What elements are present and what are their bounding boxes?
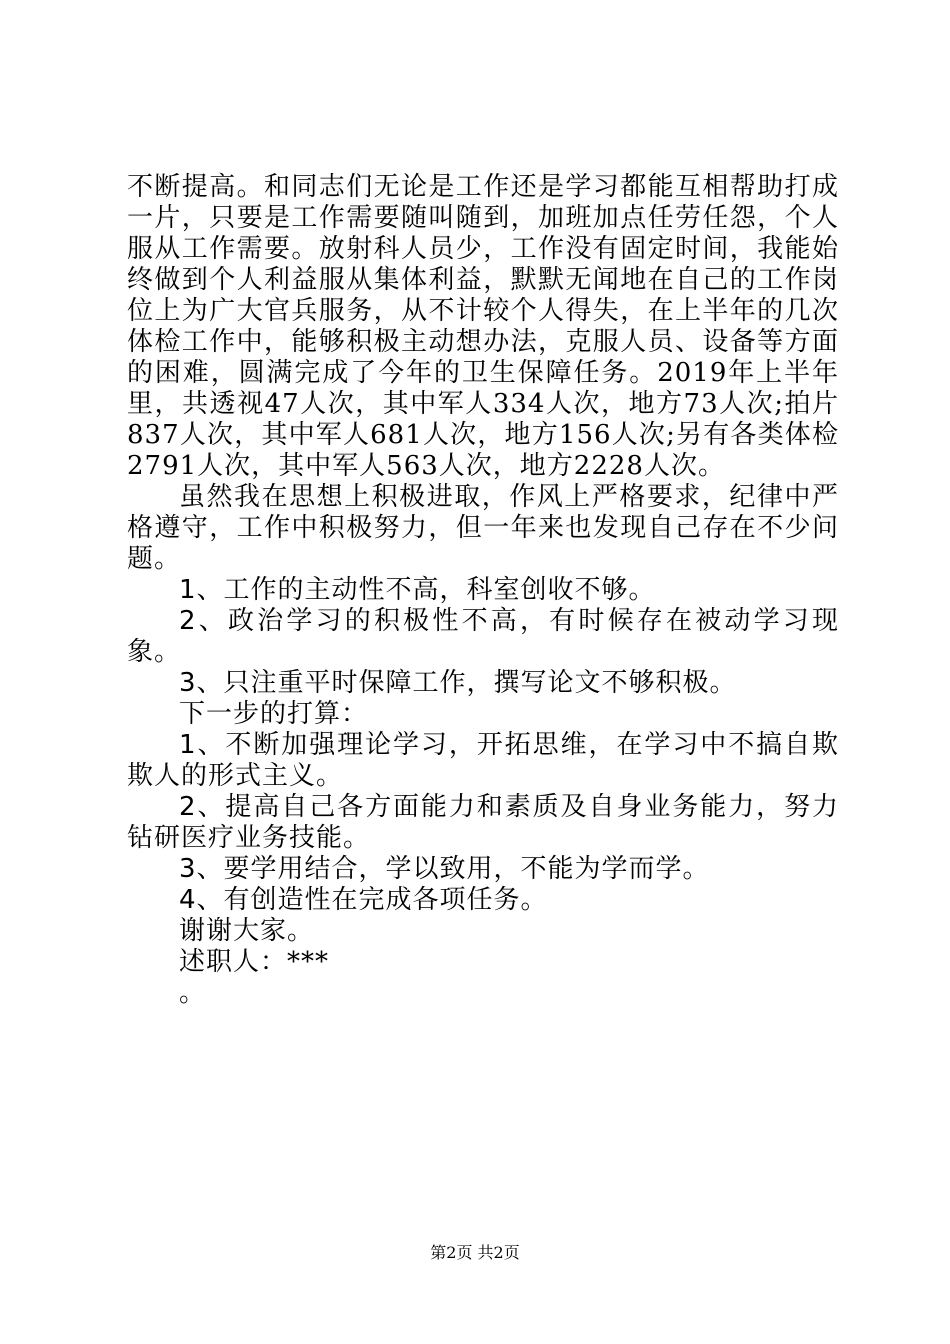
plan-item-1: 1、不断加强理论学习，开拓思维，在学习中不搞自欺欺人的形式主义。 [127, 730, 839, 791]
paragraph-work-summary: 不断提高。和同志们无论是工作还是学习都能互相帮助打成一片，只要是工作需要随叫随到，加班加点任劳任怨，个人服从工作需要。放射科人员少，工作没有固定时间，我能始终做到个人利益服从集体利益，默默无闻地在自己的工作岗位上为广大官兵服务，从不计较个人得失，在上半年的几次体检工作中，能够积极主动想办法，克服人员、设备等方面的困难，圆满完成了今年的卫生保障任务。2019年上半年里，共透视47人次，其中军人334人次，地方73人次;拍片837人次，其中军人681人次，地方156人次;另有各类体检2791人次，其中军人563人次，地方2228人次。 [127, 172, 839, 481]
plan-item-4: 4、有创造性在完成各项任务。 [179, 885, 548, 915]
document-body [127, 172, 839, 1009]
plan-heading: 下一步的打算： [179, 699, 369, 729]
trailing-mark: 。 [179, 978, 207, 1008]
plan-item-2: 2、提高自己各方面能力和素质及自身业务能力，努力钻研医疗业务技能。 [127, 792, 839, 853]
page-footer [0, 1243, 950, 1263]
problem-item-2: 2、政治学习的积极性不高，有时候存在被动学习现象。 [127, 606, 839, 667]
problem-item-3: 3、只注重平时保障工作，撰写论文不够积极。 [179, 668, 737, 698]
paragraph-problems-intro: 虽然我在思想上积极进取，作风上严格要求，纪律中严格遵守，工作中积极努力，但一年来也发现自己存在不少问题。 [127, 482, 839, 574]
problem-item-1: 1、工作的主动性不高，科室创收不够。 [179, 575, 656, 605]
reporter-signature: 述职人：*** [179, 947, 330, 977]
closing-thanks: 谢谢大家。 [179, 916, 315, 946]
page-number: 第2页 共2页 [430, 1243, 520, 1262]
plan-item-3: 3、要学用结合，学以致用，不能为学而学。 [179, 854, 710, 884]
